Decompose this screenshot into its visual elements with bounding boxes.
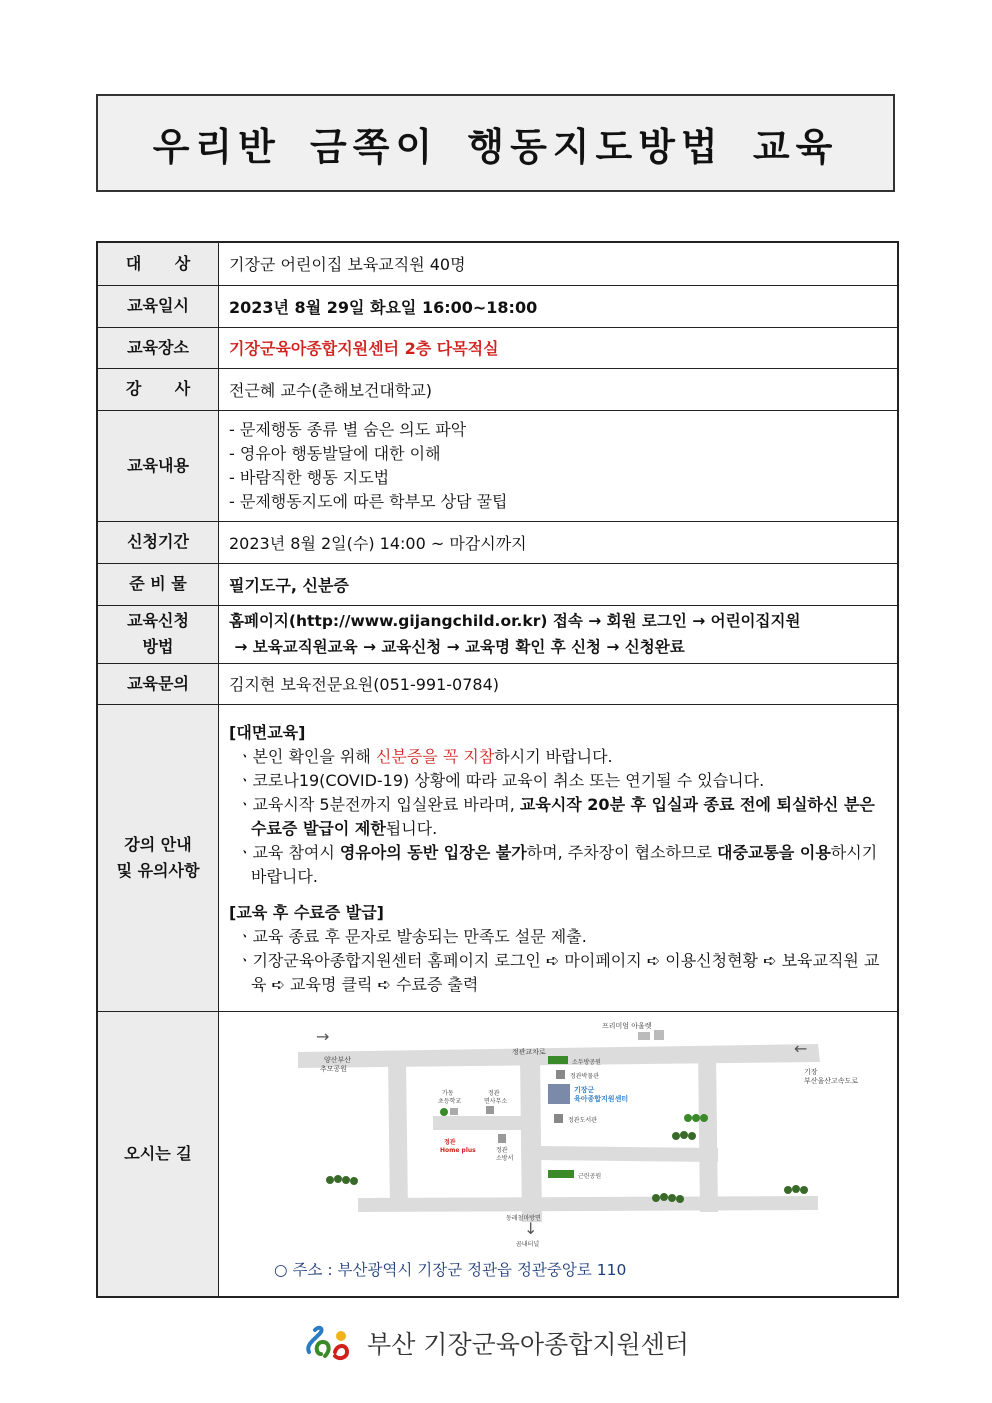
outlet-building-icon <box>654 1030 664 1040</box>
title-box <box>96 94 895 192</box>
label-notes <box>97 704 219 1011</box>
map-svg <box>258 1020 858 1250</box>
row-inquiry <box>97 663 898 704</box>
museum-building-icon <box>556 1070 565 1079</box>
notes-head-2: [교육 후 수료증 발급] <box>229 902 384 922</box>
map-label-dongrae: 동래철마방면 <box>506 1214 541 1222</box>
address-text: ○ 주소 : 부산광역시 기장군 정관읍 정관중앙로 110 <box>274 1260 627 1279</box>
note-highlight: 신분증을 꼭 지참 <box>375 746 495 766</box>
map-label-fire-2: 소방서 <box>496 1154 514 1162</box>
row-date <box>97 285 898 327</box>
arrow-right-icon: → <box>316 1026 330 1046</box>
map-label-center-2: 육아종합지원센터 <box>574 1094 629 1103</box>
map-label-center-1: 기장군 <box>574 1085 595 1094</box>
map-label-yangsan-2: 추모공원 <box>320 1064 348 1073</box>
note-emphasis: 대중교통을 이용 <box>717 842 831 862</box>
map-label-fire-1: 정관 <box>496 1146 508 1154</box>
value-notes <box>219 704 899 1011</box>
map-label-gayul-1: 가동 <box>442 1089 454 1097</box>
tree-cluster-icon <box>672 1131 696 1140</box>
value-lecturer: 전근혜 교수(춘해보건대학교) <box>219 368 899 410</box>
map-label-office-1: 정관 <box>488 1089 500 1097</box>
road-right <box>698 1052 718 1212</box>
map-label-gijang-2: 부산울산고속도로 <box>804 1076 858 1085</box>
map-label-jeonggwan-cross: 정관교차로 <box>512 1047 546 1056</box>
label-apply-1: 교육신청 <box>127 611 189 630</box>
row-content <box>97 410 898 521</box>
org-name: 부산 기장군육아종합지원센터 <box>367 1330 689 1359</box>
row-supplies <box>97 563 898 605</box>
note-text: 됩니다. <box>385 818 438 838</box>
label-apply-2: 방법 <box>142 637 174 656</box>
map-label-museum: 정관박물관 <box>570 1072 599 1080</box>
arrow-down-icon: ↓ <box>524 1218 538 1238</box>
map-label-library: 정관도서관 <box>568 1116 597 1124</box>
road-center <box>520 1056 542 1222</box>
office-building-icon <box>486 1106 494 1114</box>
note-text: 하시기 바랍니다. <box>251 842 878 886</box>
label-notes-1: 강의 안내 <box>124 834 192 854</box>
row-notes <box>97 704 898 1011</box>
note-text: ㆍ본인 확인을 위해 <box>237 746 376 766</box>
page-title: 우리반 금쪽이 행동지도방법 교육 <box>152 124 839 169</box>
content-item: - 문제행동 종류 별 숨은 의도 파악 <box>229 419 467 439</box>
content-item: - 영유아 행동발달에 대한 이해 <box>229 443 441 463</box>
park-tree-icon <box>548 1170 574 1178</box>
library-building-icon <box>554 1114 563 1123</box>
apply-line-1: 홈페이지(http://www.gijangchild.or.kr) 접속 → 회원 로그인 → 어린이집지원 <box>229 612 801 630</box>
row-place <box>97 327 898 368</box>
label-period: 신청기간 <box>97 521 219 563</box>
label-inquiry: 교육문의 <box>97 663 219 704</box>
map-label-homeplus-2: Home plus <box>440 1146 476 1154</box>
road-bottom <box>358 1196 818 1212</box>
park-tree-icon <box>548 1056 568 1064</box>
label-apply <box>97 605 219 663</box>
value-apply <box>219 605 899 663</box>
map-label-gayul-2: 초등학교 <box>438 1097 462 1105</box>
label-place: 교육장소 <box>97 327 219 368</box>
note-item: ㆍ코로나19(COVID-19) 상황에 따라 교육이 취소 또는 연기될 수 있습니다. <box>237 770 765 790</box>
label-notes-2: 및 유의사항 <box>116 860 200 880</box>
map-label-sodu-park: 소두방공원 <box>572 1058 601 1066</box>
fire-station-icon <box>498 1134 506 1143</box>
row-apply <box>97 605 898 663</box>
note-item <box>229 745 887 769</box>
value-inquiry: 김지현 보육전문요원(051-991-0784) <box>219 663 899 704</box>
road-mid-left <box>433 1116 523 1130</box>
center-building-icon <box>548 1084 570 1104</box>
value-place: 기장군육아종합지원센터 2층 다목적실 <box>219 327 899 368</box>
note-item: ㆍ교육 종료 후 문자로 발송되는 만족도 설문 제출. <box>237 926 587 946</box>
school-building-icon <box>450 1108 458 1115</box>
notes-head-1: [대면교육] <box>229 722 306 742</box>
outlet-building-icon <box>638 1032 650 1040</box>
label-supplies: 준 비 물 <box>97 563 219 605</box>
note-item <box>229 793 887 841</box>
arrow-left-icon: ← <box>794 1038 808 1058</box>
note-emphasis: 교육시작 20분 후 입실과 종료 전에 퇴실하신 분은 수료증 발급이 제한 <box>251 794 875 838</box>
value-supplies: 필기도구, 신분증 <box>219 563 899 605</box>
note-emphasis: 영유아의 동반 입장은 불가 <box>339 842 527 862</box>
map-label-outlet: 프리미엄 아울렛 <box>602 1021 652 1030</box>
note-text: 하시기 바랍니다. <box>494 746 613 766</box>
map-label-yangsan-1: 양산부산 <box>324 1055 352 1064</box>
location-map <box>258 1020 858 1279</box>
label-lecturer: 강 사 <box>97 368 219 410</box>
note-text: ㆍ교육시작 5분전까지 입실완료 바라며, <box>237 794 520 814</box>
map-label-tunnel: 곰내터널 <box>516 1240 540 1248</box>
label-date: 교육일시 <box>97 285 219 327</box>
note-text: ㆍ교육 참여시 <box>237 842 340 862</box>
road-mid-right <box>540 1146 718 1162</box>
row-period <box>97 521 898 563</box>
value-date: 2023년 8월 29일 화요일 16:00~18:00 <box>219 285 899 327</box>
label-directions: 오시는 길 <box>97 1011 219 1297</box>
map-label-geunlin-park: 근린공원 <box>578 1172 602 1180</box>
value-directions <box>219 1011 899 1297</box>
tree-cluster-icon <box>326 1175 358 1185</box>
tree-cluster-icon <box>684 1114 708 1122</box>
label-content: 교육내용 <box>97 410 219 521</box>
value-period: 2023년 8월 2일(수) 14:00 ~ 마감시까지 <box>219 521 899 563</box>
row-lecturer <box>97 368 898 410</box>
row-target <box>97 242 898 285</box>
value-content <box>219 410 899 521</box>
footer <box>0 1322 992 1364</box>
info-table <box>96 241 899 1298</box>
note-text: 하며, 주차장이 협소하므로 <box>526 842 718 862</box>
label-target: 대 상 <box>97 242 219 285</box>
row-directions <box>97 1011 898 1297</box>
content-item: - 바람직한 행동 지도법 <box>229 467 390 487</box>
tree-cluster-icon <box>784 1185 808 1194</box>
note-item: ㆍ기장군육아종합지원센터 홈페이지 로그인 ➪ 마이페이지 ➪ 이용신청현황 ➪ 보육교직원 교육 ➪ 교육명 클릭 ➪ 수료증 출력 <box>237 950 880 994</box>
map-label-homeplus-1: 정관 <box>444 1138 456 1146</box>
map-label-gijang-1: 기장 <box>804 1067 818 1076</box>
content-item: - 문제행동지도에 따른 학부모 상담 꿀팁 <box>229 491 508 511</box>
school-tree-icon <box>440 1108 448 1116</box>
note-item <box>229 841 887 889</box>
apply-line-2: → 보육교직원교육 → 교육신청 → 교육명 확인 후 신청 → 신청완료 <box>229 638 685 656</box>
org-logo-icon <box>303 1322 359 1364</box>
map-label-office-2: 면사무소 <box>484 1097 508 1105</box>
value-target: 기장군 어린이집 보육교직원 40명 <box>219 242 899 285</box>
road-left <box>388 1060 408 1210</box>
